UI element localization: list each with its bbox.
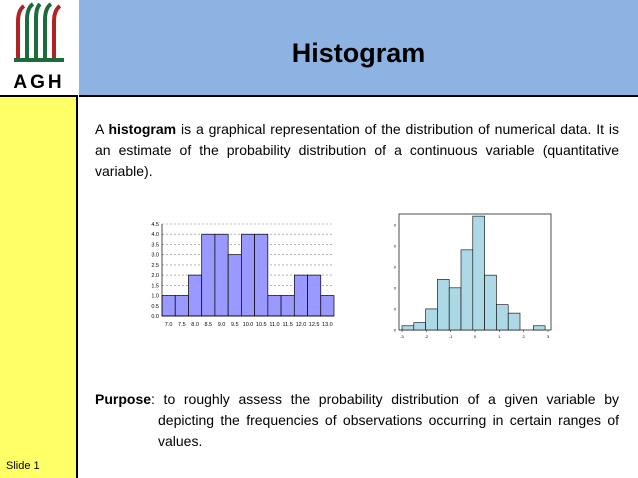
histogram-bar <box>437 279 449 330</box>
x-tick-label: 9.0 <box>217 322 226 328</box>
x-tick-label: 11.5 <box>282 322 293 328</box>
x-tick-label: 10.0 <box>242 322 254 328</box>
histogram-bar <box>188 275 201 316</box>
histogram-bar <box>228 255 241 316</box>
histogram-bar <box>426 309 438 330</box>
histogram-bar <box>308 275 321 316</box>
purpose-text: : to roughly assess the probability distribution of a given variable by depicting the frequencies of observations occurring in certain ranges of values. <box>151 391 619 449</box>
histogram-bar <box>414 323 426 330</box>
x-tick-label: 1 <box>498 334 501 339</box>
histogram-chart-1 <box>140 218 340 333</box>
x-tick-label: 11.0 <box>269 322 280 328</box>
histogram-bar <box>402 326 414 330</box>
intro-paragraph <box>95 119 619 182</box>
intro-term: histogram <box>108 121 177 137</box>
y-tick-label: 3.5 <box>151 242 159 249</box>
histogram-bar <box>215 234 228 316</box>
histogram-bar <box>533 326 545 330</box>
histogram-bar <box>281 296 294 316</box>
y-tick-label: 0.5 <box>151 303 159 310</box>
histogram-bar <box>268 296 281 316</box>
histogram-chart-2 <box>385 212 555 342</box>
y-tick-label: 2.0 <box>151 273 159 280</box>
intro-lead: A <box>95 121 109 137</box>
y-tick-label: 0.0 <box>151 314 159 320</box>
purpose-paragraph <box>95 389 619 452</box>
x-tick-label: 8.5 <box>204 322 213 328</box>
histogram-bar <box>485 275 497 330</box>
y-tick-label: 0 <box>393 306 396 312</box>
intro-rest: is a graphical representation of the distribution of numerical data. It is an estimate of the probability distribution of a continuous variable (quantitative variable). <box>95 121 619 179</box>
histogram-bar <box>175 296 188 316</box>
logo-text: AGH <box>13 72 65 93</box>
x-tick-label: 7.0 <box>164 322 173 328</box>
agh-logo-icon <box>0 0 78 97</box>
x-tick-label: 13.0 <box>322 322 333 328</box>
x-tick-label: 8.0 <box>191 322 199 328</box>
y-tick-label: 0 <box>393 264 396 270</box>
purpose-label: Purpose <box>95 391 152 407</box>
x-tick-label: -3 <box>400 334 404 339</box>
x-tick-label: 12.5 <box>308 322 320 328</box>
histogram-bar <box>496 305 508 330</box>
histogram-bar <box>162 296 175 316</box>
x-tick-label: -1 <box>448 334 453 339</box>
x-tick-label: 12.0 <box>295 322 307 328</box>
histogram-bar <box>449 288 461 330</box>
histogram-bar <box>241 234 254 316</box>
x-tick-label: -2 <box>424 334 429 339</box>
x-tick-label: 0 <box>473 334 477 339</box>
y-tick-label: 0 <box>393 243 396 249</box>
y-tick-label: 1.5 <box>151 283 159 290</box>
y-tick-label: 0 <box>393 285 396 291</box>
y-tick-label: 0 <box>393 222 396 228</box>
histogram-bar <box>202 234 215 316</box>
x-tick-label: 7.5 <box>178 322 186 328</box>
histogram-bar <box>255 234 268 316</box>
histogram-bar <box>473 216 485 330</box>
y-tick-label: 4.5 <box>151 222 159 228</box>
x-tick-label: 2 <box>522 334 525 339</box>
logo <box>0 0 78 97</box>
y-tick-label: 2.5 <box>151 262 159 269</box>
x-tick-label: 9.5 <box>230 322 239 328</box>
x-tick-label: 10.5 <box>255 322 267 328</box>
slide-number: Slide 1 <box>6 460 40 472</box>
x-tick-label: 3 <box>546 334 550 339</box>
y-tick-label: 1.0 <box>151 293 159 300</box>
histogram-bar <box>294 275 307 316</box>
y-tick-label: 4.0 <box>151 232 159 239</box>
y-tick-label: 0 <box>393 327 396 333</box>
histogram-bar <box>321 296 334 316</box>
slide-title: Histogram <box>291 38 426 68</box>
histogram-bar <box>461 250 473 330</box>
y-tick-label: 3.0 <box>151 252 159 259</box>
histogram-bar <box>508 313 520 330</box>
